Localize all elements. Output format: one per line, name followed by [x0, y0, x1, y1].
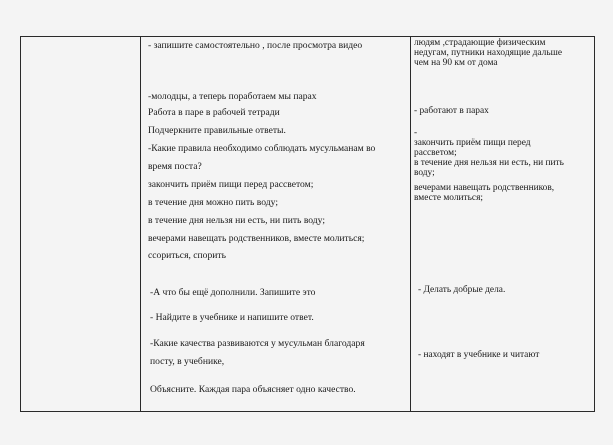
student-text-line: - работают в парах	[414, 106, 489, 116]
student-text-line: рассветом;	[414, 148, 457, 158]
teacher-text-line: закончить приём пищи перед рассветом;	[148, 179, 314, 190]
teacher-text-line: Подчеркните правильные ответы.	[148, 125, 286, 136]
student-text-line: чем на 90 км от дома	[414, 58, 498, 68]
teacher-text-line: вечерами навещать родственников, вместе молиться;	[148, 233, 365, 244]
student-text-line: закончить приём пищи перед	[414, 138, 531, 148]
teacher-text-line: - Найдите в учебнике и напишите ответ.	[150, 312, 314, 323]
student-text-line: воду;	[414, 168, 435, 178]
table-divider-2	[410, 36, 411, 412]
teacher-text-line: время поста?	[148, 161, 202, 172]
student-text-line: вечерами навещать родственников,	[414, 183, 555, 193]
student-text-line: вместе молиться;	[414, 193, 483, 203]
table-left-border	[20, 36, 21, 412]
student-text-line: -	[414, 128, 418, 138]
teacher-text-line: ссориться, спорить	[148, 250, 226, 261]
student-text-line: в течение дня нельзя ни есть, ни пить	[414, 158, 564, 168]
teacher-text-line: -А что бы ещё дополнили. Запишите это	[150, 287, 316, 298]
teacher-text-line: -Какие правила необходимо соблюдать мусульманам во	[148, 143, 376, 154]
teacher-text-line: в течение дня можно пить воду;	[148, 197, 278, 208]
teacher-text-line: - запишите самостоятельно , после просмотра видео	[148, 40, 363, 51]
table-top-border	[20, 36, 595, 37]
teacher-text-line: -молодцы, а теперь поработаем мы парах	[148, 91, 317, 102]
student-text-line: людям ,страдающие физическим	[414, 38, 546, 48]
student-text-line: - Делать добрые дела.	[418, 285, 506, 295]
teacher-text-line: Работа в паре в рабочей тетради	[148, 107, 280, 118]
table-right-border	[594, 36, 595, 412]
student-text-line: недугам, путники находящие дальше	[414, 48, 562, 58]
teacher-text-line: Объясните. Каждая пара объясняет одно качество.	[150, 384, 356, 395]
teacher-text-line: в течение дня нельзя ни есть, ни пить воду;	[148, 215, 326, 226]
student-text-line: - находят в учебнике и читают	[418, 350, 540, 360]
teacher-text-line: -Какие качества развиваются у мусульман благодаря	[150, 338, 365, 349]
teacher-text-line: посту, в учебнике,	[150, 356, 225, 367]
table-bottom-border	[20, 411, 595, 412]
table-divider-1	[140, 36, 141, 412]
